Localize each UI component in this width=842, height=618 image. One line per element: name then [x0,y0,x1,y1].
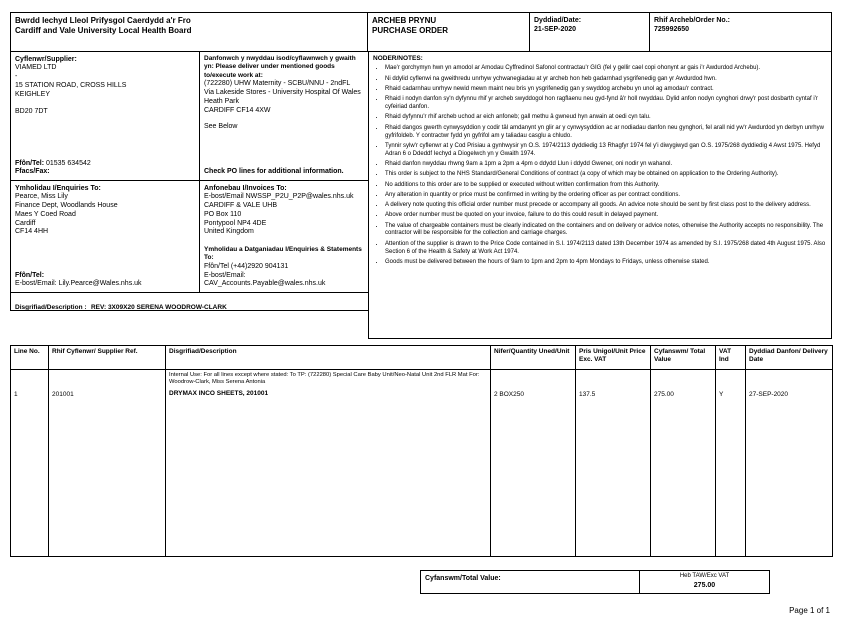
statements-email: E-bost/Email: CAV_Accounts.Payable@wales.nhs.uk [204,271,326,288]
note-bullet: • Ni ddylid cyflenwi na gweithredu unrhyw ychwanegiadau at yr archeb hon heb gadarnhad ysgrifenedig gan yr Awdurdod hwn. [385,76,827,84]
table-header-row [11,346,833,370]
supplier-phone-value: 01535 634542 [45,159,91,167]
description-rev-label: Disgrifiad/Description : [15,304,87,311]
deliver-to-line: CARDIFF CF14 4XW [204,106,271,114]
order-lines-table [10,345,833,557]
total-vat-note: Heb TAW/Exc VAT [679,573,730,579]
cell-supplier-ref: 201001 [49,370,166,557]
description-internal-use: Internal Use: For all lines except where stated: To TP: (722280) Special Care Baby Unit/Neo-Natal Unit 2nd FLR Mat For: Woodrow-Clark, Miss Serena Antonia [169,372,480,386]
supplier-line [15,99,195,108]
supplier-phone-label: Ffôn/Tel: [15,159,45,167]
invoices-line: United Kingdom [204,228,254,236]
supplier-line: VIAMED LTD [15,64,57,72]
enquiries-line: CF14 4HH [15,228,49,236]
statements-label: Ymholidau a Datganiadau I/Enquiries & Statements To: [204,245,362,262]
doc-title-welsh: ARCHEB PRYNU [372,16,437,25]
supplier-line: BD20 7DT [15,107,48,115]
order-date-value: 21-SEP-2020 [534,26,577,34]
order-number-value: 725992650 [654,26,690,34]
note-bullet: • This order is subject to the NHS Standard/General Conditions of contract (a copy of which may be obtained on application to the Ordering Authority). [385,171,827,179]
col-header-delivery-date: Dyddiad Danfon/ Delivery Date [746,346,833,370]
description-rev-row [10,292,369,311]
org-header-cell [10,12,368,52]
deliver-to-see-below: See Below [204,123,238,131]
total-label-cell [420,570,640,594]
col-header-quantity: Nifer/Quantity Uned/Unit [491,346,576,370]
order-number-cell [649,12,832,52]
cell-description [166,370,491,557]
col-header-vat-ind: VAT Ind [716,346,746,370]
note-bullet: • Goods must be delivered between the hours of 9am to 1pm and 2pm to 4pm Mondays to Fridays, unless otherwise stated. [385,259,827,267]
note-bullet: • Rhaid cadarnhau unrhyw newid mewn maint neu bris yn ysgrifenedig gan y swyddog archebu yn unol ag amodau'r contract. [385,86,827,94]
supplier-label: Cyflenwr/Supplier: [15,56,77,63]
note-bullet: • Tynnir sylw'r cyflenwr at y Cod Prisiau a gynhwysir yn O.S. 1974/2113 dyddiedig 13 Rhagfyr 1974 fel y'i diwygiwyd gan O.S. 1975/268 dyddiedig 4 Awst 1975. Hefyd Adran 6 o Ddeddf Iechyd a Diogelwch yn y Gwaith 1974. [385,143,827,159]
cell-delivery-date: 27-SEP-2020 [746,370,833,557]
enquiries-label: Ymholidau I/Enquiries To: [15,185,101,192]
supplier-line: 15 STATION ROAD, CROSS HILLS [15,81,127,89]
note-bullet: • Mae'r gorchymyn hwn yn amodol ar Amodau Cyffredinol Safonol contractau'r GIG (fel y gellir cael copi ohonynt ar gais i'r Awdurdod Archebu). [385,65,827,73]
supplier-fax-label: Ffacs/Fax: [15,168,50,176]
description-rev-value: REV: 3X09X20 SERENA WOODROW-CLARK [90,304,227,311]
note-bullet: • Rhaid i nodyn danfon sy'n dyfynnu rhif yr archeb swyddogol hon ragflaenu neu gyd-fynd â'r holl nwyddau. Dylid anfon nodyn cynghori drwy'r post dosbarth cyntaf i'r cyfeiriad danfon. [385,96,827,112]
total-label: Cyfanswm/Total Value: [425,575,501,582]
enquiries-line: Maes Y Coed Road [15,210,76,218]
order-number-label: Rhif Archeb/Order No.: [654,17,730,24]
org-name-english: Cardiff and Vale University Local Health Board [15,26,192,36]
total-value: 275.00 [693,581,716,589]
cell-quantity: 2 BOX250 [491,370,576,557]
note-bullet: • Above order number must be quoted on your invoice, failure to do this could result in delayed payment. [385,212,827,220]
note-bullet: • Rhaid danfon nwyddau rhwng 9am a 1pm a 2pm a 4pm o ddydd Llun i ddydd Gwener, oni nodir yn wahanol. [385,161,827,169]
deliver-to-label: Danfonwch y nwyddau isod/cyflawnwch y gwaith yn: Please deliver under mentioned goods to/execute work at: [204,55,356,79]
notes-label: NODER/NOTES: [373,55,423,62]
cell-total-value: 275.00 [651,370,716,557]
supplier-line: - [15,73,18,81]
deliver-to-line: (722280) UHW Maternity - SCBU/NNU - 2ndFL [204,80,351,88]
cell-unit-price: 137.5 [576,370,651,557]
doc-title-cell [367,12,530,52]
note-bullet: • A delivery note quoting this official order number must precede or accompany all goods. An advice note should be sent by first class post to the delivery address. [385,202,827,210]
invoices-line: Pontypool NP4 4DE [204,219,267,227]
col-header-supplier-ref: Rhif Cyflenwr/ Supplier Ref. [49,346,166,370]
notes-cell [368,51,832,339]
col-header-unit-price: Pris Unigol/Unit Price Exc. VAT [576,346,651,370]
supplier-phone [15,160,195,169]
enquiries-email: E-bost/Email: Lily.Pearce@Wales.nhs.uk [15,280,142,288]
note-bullet: • No additions to this order are to be supplied or executed without written confirmation from this Authority. [385,182,827,190]
order-date-label: Dyddiad/Date: [534,17,582,24]
total-value-cell [639,570,770,594]
notes-list [373,65,827,266]
page-number: Page 1 of 1 [789,606,830,615]
description-item-name: DRYMAX INCO SHEETS, 201001 [169,390,269,398]
invoices-label: Anfonebau I/Invoices To: [204,185,287,192]
note-bullet: • Rhaid dyfynnu'r rhif archeb uchod ar eich anfoneb; gall methu â gwneud hyn arwain at oedi cyn talu. [385,114,827,122]
invoices-line: CARDIFF & VALE UHB [204,202,277,210]
deliver-to-line: Via Lakeside Stores - University Hospital Of Wales [204,89,361,97]
invoices-line: E-bost/Email NWSSP_P2U_P2P@wales.nhs.uk [204,193,354,201]
deliver-to-cell [199,51,369,181]
enquiries-line: Pearce, Miss Lily [15,193,68,201]
doc-title-english: PURCHASE ORDER [372,26,449,36]
supplier-cell [10,51,200,181]
enquiries-cell [10,180,200,293]
enquiries-phone-label: Ffôn/Tel: [15,271,45,279]
order-date-cell [529,12,650,52]
cell-vat-ind: Y [716,370,746,557]
note-bullet: • Rhaid dangos gwerth cynwysyddion y codir tâl amdanynt yn glir ar y cynwysyddion ac ar nodiadau danfon neu gynghori, fel arall nid yw'r Awdurdod yn derbyn unrhyw gyfrifoldeb. Y contractwr fydd yn gyfrifol am y taliadau casglu a chludo. [385,125,827,141]
enquiries-line: Finance Dept, Woodlands House [15,202,118,210]
col-header-total-value: Cyfanswm/ Total Value [651,346,716,370]
deliver-to-note: Check PO lines for additional information. [204,168,344,176]
note-bullet: • Any alteration in quantity or price must be confirmed in writing by the ordering officer as per contract conditions. [385,192,827,200]
invoices-line: PO Box 110 [204,210,242,218]
org-name-welsh: Bwrdd Iechyd Lleol Prifysgol Caerdydd a'r Fro [15,16,191,25]
invoices-cell [199,180,369,293]
col-header-description: Disgrifiad/Description [166,346,491,370]
table-row [11,370,833,557]
deliver-to-line: Heath Park [204,97,240,105]
note-bullet: • The value of chargeable containers must be clearly indicated on the containers and on delivery or advice notes, otherwise the Authority accepts no responsibility. The contractor will be responsible for the collection and carriage charges. [385,223,827,239]
note-bullet: • Attention of the supplier is drawn to the Price Code contained in S.I. 1974/2113 dated 13th December 1974 as amended by S.I. 1975/268 dated 4th August 1975. Also Section 6 of the Health & Safety at Work Act 1974. [385,241,827,257]
enquiries-line: Cardiff [15,219,36,227]
statements-phone: Ffôn/Tel (+44)2920 904131 [204,262,289,270]
supplier-line: KEIGHLEY [15,90,51,98]
col-header-line-no: Line No. [11,346,49,370]
cell-line-no: 1 [11,370,49,557]
